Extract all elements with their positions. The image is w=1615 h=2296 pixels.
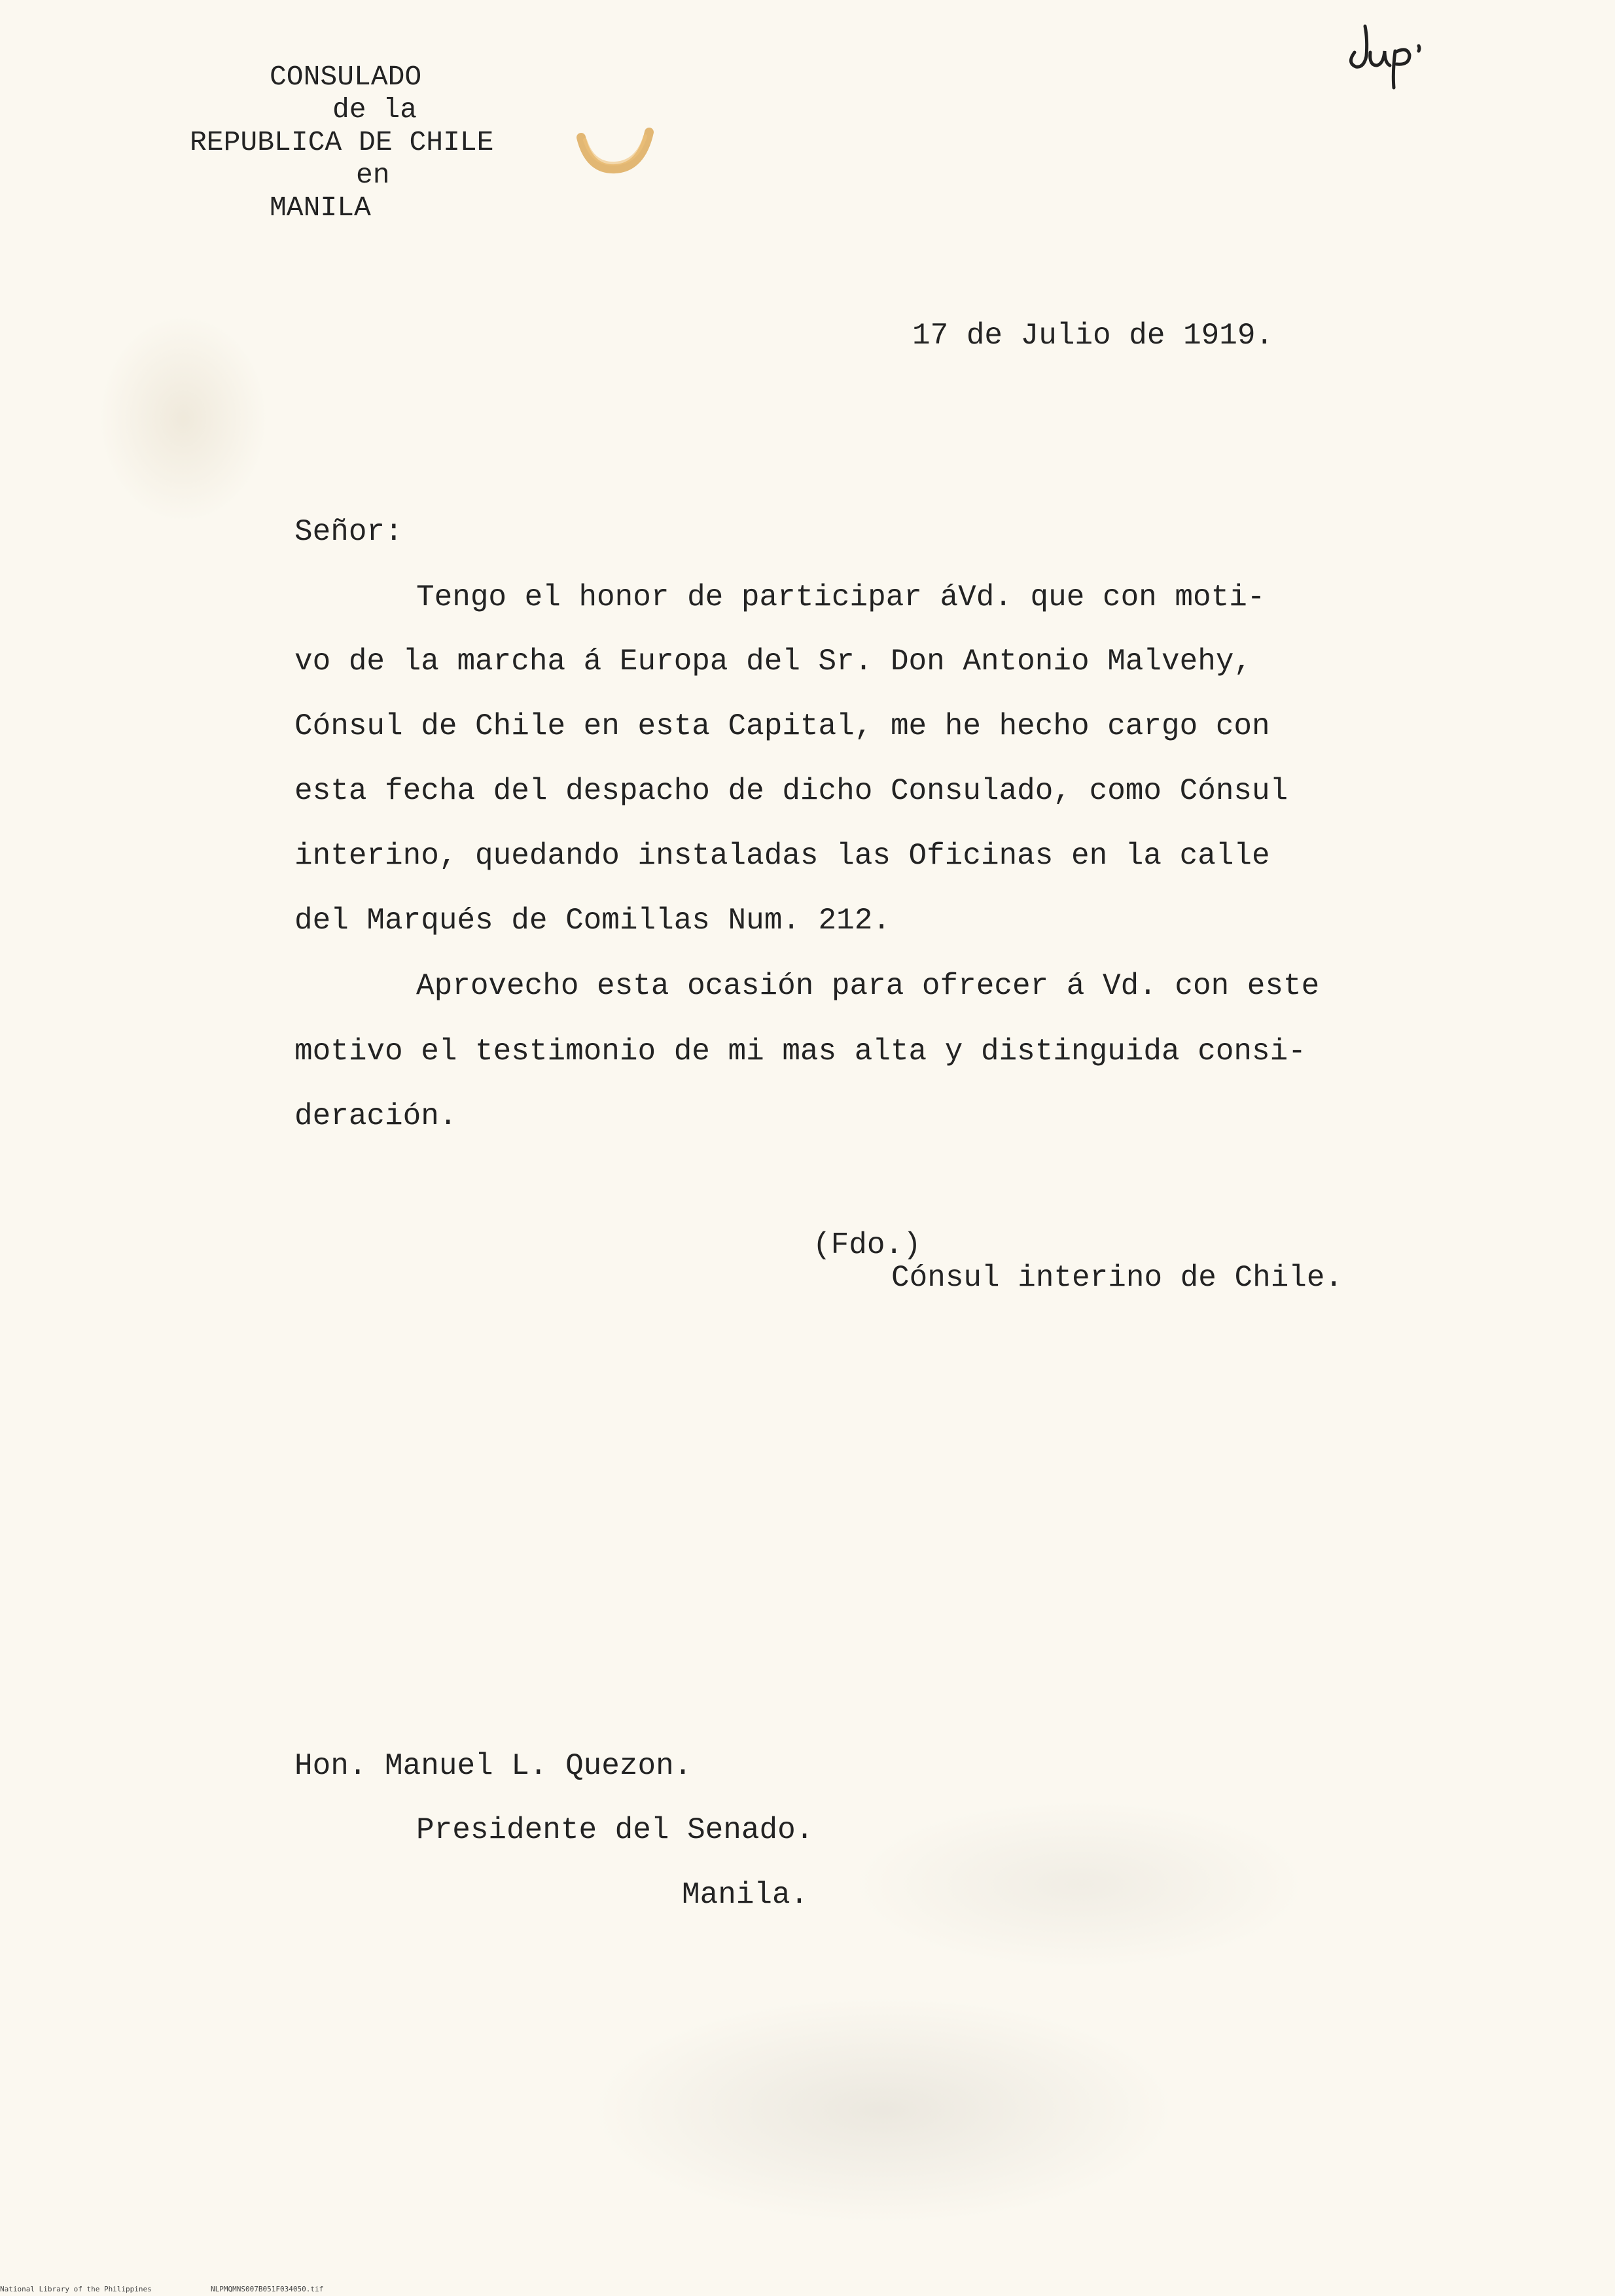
letterhead-line: MANILA (270, 192, 371, 224)
body-line: Aprovecho esta ocasión para ofrecer á Vd. con este (416, 969, 1320, 1003)
signature-title: Cónsul interino de Chile. (891, 1261, 1343, 1295)
letterhead-line: REPUBLICA DE CHILE (190, 126, 494, 158)
paper-smudge (589, 1996, 1178, 2225)
body-line: deración. (294, 1099, 457, 1133)
footer-institution: National Library of the Philippines (0, 2285, 152, 2293)
letterhead-line: de la (332, 94, 417, 126)
letterhead-line: CONSULADO (270, 61, 422, 93)
addressee-city: Manila. (682, 1878, 809, 1912)
signature-fdo: (Fdo.) (813, 1228, 921, 1262)
body-line: del Marqués de Comillas Num. 212. (294, 904, 891, 938)
body-line: Cónsul de Chile en esta Capital, me he hecho cargo con (294, 709, 1270, 743)
body-line: esta fecha del despacho de dicho Consulado, como Cónsul (294, 774, 1288, 808)
letterhead-line: en (356, 159, 390, 191)
body-line: motivo el testimonio de mi mas alta y distinguida consi- (294, 1034, 1306, 1069)
addressee-position: Presidente del Senado. (416, 1813, 814, 1847)
paper-smudge (98, 314, 268, 523)
paper-smudge (851, 1799, 1309, 1969)
body-line: Tengo el honor de participar áVd. que con moti- (416, 580, 1266, 614)
body-line: vo de la marcha á Europa del Sr. Don Antonio Malvehy, (294, 645, 1252, 679)
letter-date: 17 de Julio de 1919. (912, 319, 1274, 353)
addressee-name: Hon. Manuel L. Quezon. (294, 1749, 692, 1783)
stain-mark (576, 118, 654, 177)
body-line: interino, quedando instaladas las Oficinas en la calle (294, 839, 1270, 873)
handwritten-note (1341, 20, 1440, 92)
footer-filename: NLPMQMNS007B051F034050.tif (211, 2285, 324, 2293)
salutation: Señor: (294, 515, 403, 549)
